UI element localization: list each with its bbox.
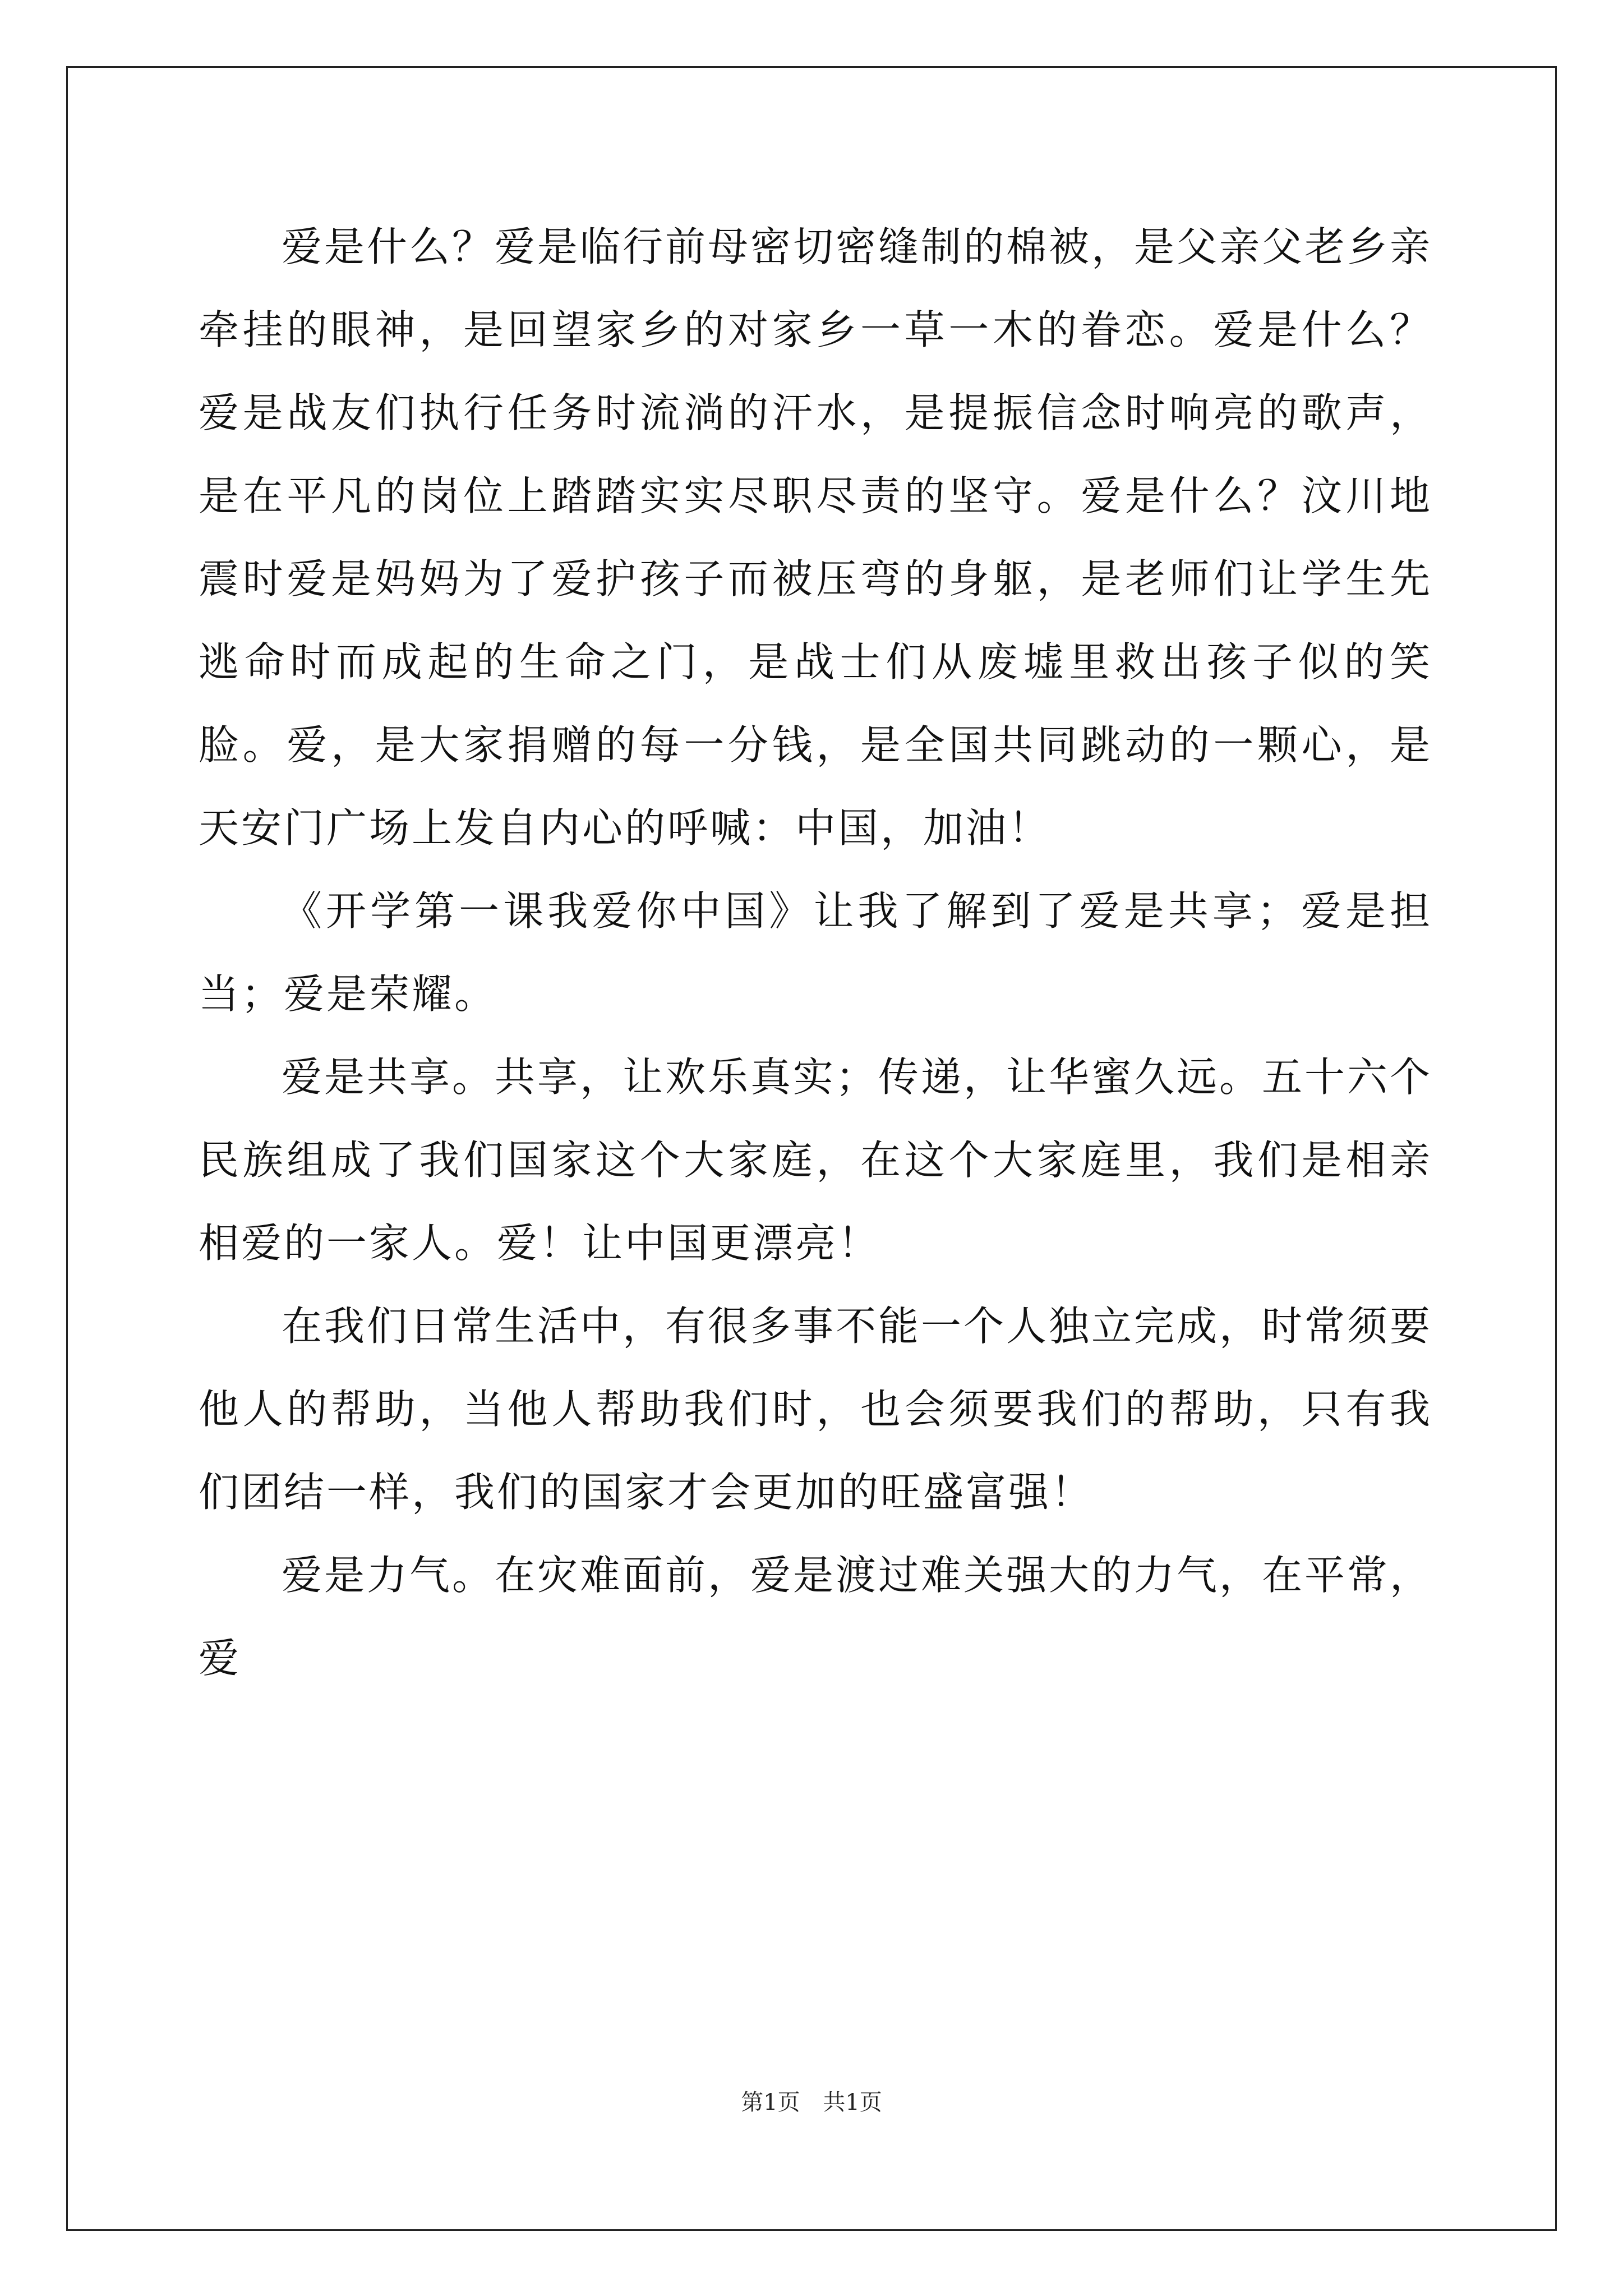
page-number-total: 共1页 [823,2090,882,2115]
paragraph: 在我们日常生活中，有很多事不能一个人独立完成，时常须要他人的帮助，当他人帮助我们时，也会须要我们的帮助，只有我们团结一样，我们的国家才会更加的旺盛富强！ [199,1303,1433,1516]
paragraph: 《开学第一课我爱你中国》让我了解到了爱是共享；爱是担当；爱是荣耀。 [199,887,1432,1018]
paragraph: 爱是共享。共享，让欢乐真实；传递，让华蜜久远。五十六个民族组成了我们国家这个大家庭，在这个大家庭里，我们是相亲相爱的一家人。爱！让中国更漂亮！ [199,1053,1433,1267]
page-footer [0,2087,1623,2118]
paragraph: 爱是什么？爱是临行前母密切密缝制的棉被，是父亲父老乡亲牵挂的眼神，是回望家乡的对家乡一草一木的眷恋。爱是什么？爱是战友们执行任务时流淌的汗水，是提振信念时响亮的歌声，是在平凡的岗位上踏踏实实尽职尽责的坚守。爱是什么？汶川地震时爱是妈妈为了爱护孩子而被压弯的身躯，是老师们让学生先逃命时而成起的生命之门，是战士们从废墟里救出孩子似的笑脸。爱，是大家捐赠的每一分钱，是全国共同跳动的一颗心，是天安门广场上发自内心的呼喊：中国，加油！ [199,223,1433,852]
paragraph: 爱是力气。在灾难面前，爱是渡过难关强大的力气，在平常，爱 [199,1552,1433,1682]
document-body [199,205,1432,1700]
page-number-current: 第1页 [741,2090,800,2115]
